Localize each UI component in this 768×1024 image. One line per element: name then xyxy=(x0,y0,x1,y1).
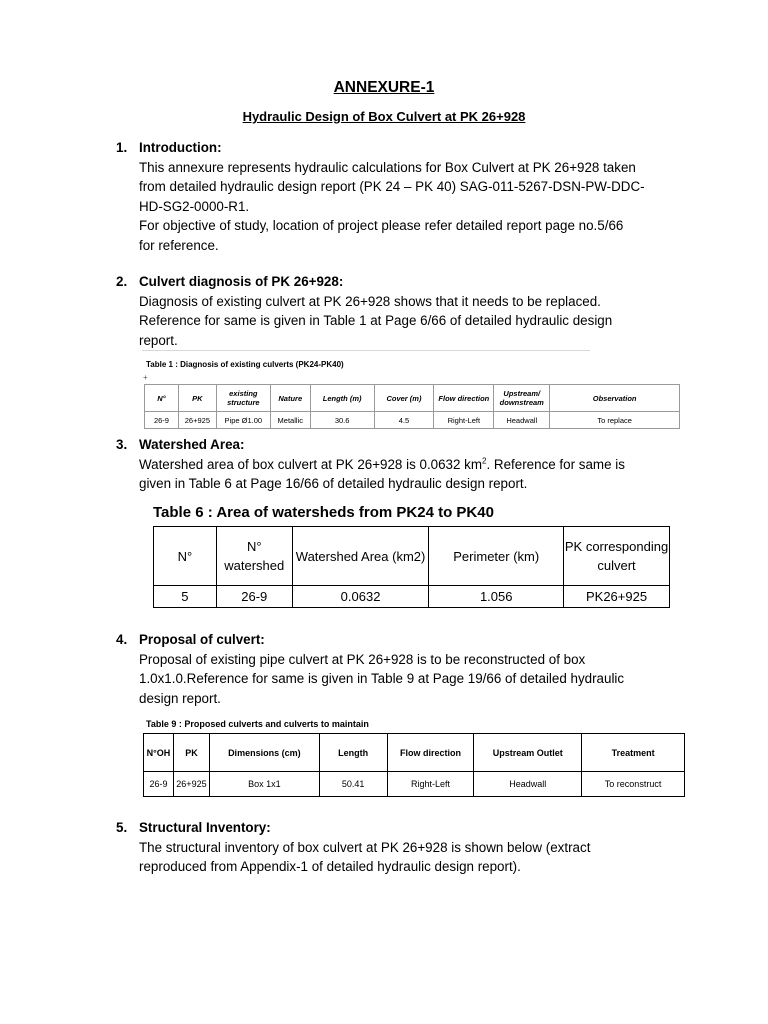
table-cell: Metallic xyxy=(270,412,310,429)
section-heading: Culvert diagnosis of PK 26+928: xyxy=(139,274,344,289)
table-row xyxy=(145,412,680,429)
table-cell: 4.5 xyxy=(374,412,434,429)
paragraph-line: report. xyxy=(139,332,178,348)
page-title: ANNEXURE-1 xyxy=(333,79,435,96)
table-cell: PK26+925 xyxy=(564,586,670,608)
table1-caption: Table 1 : Diagnosis of existing culverts (PK24-PK40) xyxy=(146,360,344,369)
table-header-row xyxy=(145,385,680,412)
paragraph-line: for reference. xyxy=(139,237,219,253)
table-header-cell: Upstream Outlet xyxy=(474,734,582,772)
table-cell: To reconstruct xyxy=(582,772,685,797)
table-cell: Right-Left xyxy=(434,412,494,429)
table-header-cell: N°OH xyxy=(144,734,174,772)
section-structural-inventory xyxy=(116,818,676,877)
paragraph-line: HD-SG2-0000-R1. xyxy=(139,198,250,214)
table-header-cell: existing structure xyxy=(216,385,270,412)
table-header-cell: Watershed Area (km2) xyxy=(292,527,429,586)
km-superscript: 2 xyxy=(482,456,487,466)
table-header-cell: Treatment xyxy=(582,734,685,772)
table-header-cell: N° xyxy=(154,527,217,586)
table-header-cell: N° watershed xyxy=(216,527,292,586)
section-heading: Structural Inventory: xyxy=(139,820,271,835)
paragraph-line: The structural inventory of box culvert at PK 26+928 is shown below (extract xyxy=(139,839,591,855)
paragraph-line: reproduced from Appendix-1 of detailed hydraulic design report). xyxy=(139,859,521,874)
table-header-cell: PK corresponding culvert xyxy=(564,527,670,586)
table-cell: Headwall xyxy=(474,772,582,797)
section-heading: Proposal of culvert: xyxy=(139,632,265,647)
paragraph-line: 1.0x1.0.Reference for same is given in Table 9 at Page 19/66 of detailed hydraulic xyxy=(139,671,625,686)
paragraph-line: given in Table 6 at Page 16/66 of detailed hydraulic design report. xyxy=(139,476,528,491)
table-header-cell: Dimensions (cm) xyxy=(209,734,319,772)
table6 xyxy=(153,526,670,608)
paragraph-line: design report. xyxy=(139,690,221,706)
watershed-text-post: . Reference for same is xyxy=(486,456,625,472)
section-number: 4. xyxy=(116,632,128,647)
table-row xyxy=(154,586,670,608)
section-number: 1. xyxy=(116,140,128,155)
table1-caption-rule xyxy=(142,350,590,351)
table-header-cell: Upstream/ downstream xyxy=(494,385,550,412)
table-cell: 5 xyxy=(154,586,217,608)
paragraph-line: Reference for same is given in Table 1 at Page 6/66 of detailed hydraulic design xyxy=(139,313,613,328)
table-cell: Box 1x1 xyxy=(209,772,319,797)
table9 xyxy=(143,733,685,797)
table1-move-handle: + xyxy=(143,373,148,382)
page-subtitle: Hydraulic Design of Box Culvert at PK 26+928 xyxy=(242,109,526,124)
section-number: 5. xyxy=(116,820,128,835)
section-culvert-diagnosis xyxy=(116,272,676,350)
table-cell: 26-9 xyxy=(145,412,179,429)
table-header-cell: Cover (m) xyxy=(374,385,434,412)
paragraph-line: Proposal of existing pipe culvert at PK 26+928 is to be reconstructed of box xyxy=(139,651,586,667)
section-number: 2. xyxy=(116,274,128,289)
paragraph-line: This annexure represents hydraulic calculations for Box Culvert at PK 26+928 taken xyxy=(139,159,636,175)
table-cell: Right-Left xyxy=(387,772,474,797)
section-heading: Watershed Area: xyxy=(139,437,245,452)
table-header-row xyxy=(154,527,670,586)
table-header-cell: N° xyxy=(145,385,179,412)
table1 xyxy=(144,384,680,429)
table-cell: 0.0632 xyxy=(292,586,429,608)
table-header-cell: Length (m) xyxy=(310,385,374,412)
table-header-row xyxy=(144,734,685,772)
table-cell: 1.056 xyxy=(429,586,564,608)
table9-caption: Table 9 : Proposed culverts and culverts to maintain xyxy=(146,719,369,729)
table-header-cell: Nature xyxy=(270,385,310,412)
table-header-cell: Flow direction xyxy=(434,385,494,412)
table-cell: Headwall xyxy=(494,412,550,429)
watershed-text-pre: Watershed area of box culvert at PK 26+928 is 0.0632 km xyxy=(139,456,483,472)
section-watershed-area xyxy=(116,435,676,494)
table-header-cell: PK xyxy=(178,385,216,412)
table-header-cell: PK xyxy=(173,734,209,772)
section-heading: Introduction: xyxy=(139,140,222,155)
table-header-cell: Flow direction xyxy=(387,734,474,772)
section-introduction xyxy=(116,138,676,255)
section-proposal-of-culvert xyxy=(116,630,676,708)
table-cell: Pipe Ø1.00 xyxy=(216,412,270,429)
table-header-cell: Observation xyxy=(550,385,680,412)
table-cell: 30.6 xyxy=(310,412,374,429)
table-cell: 26-9 xyxy=(144,772,174,797)
paragraph-line: For objective of study, location of project please refer detailed report page no.5/66 xyxy=(139,218,624,233)
table-cell: 26+925 xyxy=(173,772,209,797)
table-header-cell: Length xyxy=(319,734,387,772)
table6-caption: Table 6 : Area of watersheds from PK24 to PK40 xyxy=(153,504,494,521)
table-row xyxy=(144,772,685,797)
paragraph-line xyxy=(139,455,676,475)
table-header-cell: Perimeter (km) xyxy=(429,527,564,586)
paragraph-line: Diagnosis of existing culvert at PK 26+928 shows that it needs to be replaced. xyxy=(139,293,601,309)
table-cell: To replace xyxy=(550,412,680,429)
table-cell: 26-9 xyxy=(216,586,292,608)
section-number: 3. xyxy=(116,437,128,452)
table-cell: 26+925 xyxy=(178,412,216,429)
paragraph-line: from detailed hydraulic design report (PK 24 – PK 40) SAG-011-5267-DSN-PW-DDC- xyxy=(139,179,645,194)
table-cell: 50.41 xyxy=(319,772,387,797)
